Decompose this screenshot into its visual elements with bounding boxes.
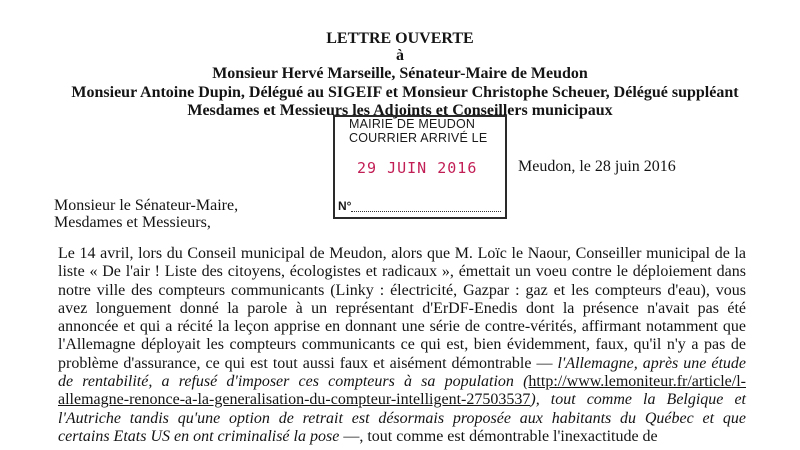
letter-title: LETTRE OUVERTE — [326, 30, 474, 47]
stamp-header — [349, 117, 499, 145]
salutation-line-1: Monsieur le Sénateur-Maire, — [54, 197, 239, 214]
body-italic-segment: de rentabilité, a refusé d'imposer ces compteurs à sa population ( — [58, 373, 529, 391]
recipient-line-delegates: Monsieur Antoine Dupin, Délégué au SIGEIF et Monsieur Christophe Scheuer, Délégué suppléant — [71, 84, 739, 101]
recipient-preposition: à — [396, 47, 404, 64]
body-line: avez longuement donné la parole à un représentant d'ErDF-Enedis dont la présence n'avait pas été — [58, 299, 746, 317]
article-link-continued[interactable]: allemagne-renonce-a-la-generalisation-du-compteur-intelligent-27503537 — [58, 391, 531, 409]
body-italic-segment: certains Etats US en ont criminalisé la pose — [58, 427, 340, 445]
body-line — [58, 428, 746, 446]
body-italic-segment: l'Allemagne, après une étude — [557, 354, 747, 372]
salutation-line-2: Mesdames et Messieurs, — [54, 214, 211, 231]
article-link[interactable]: http://www.lemoniteur.fr/article/l- — [528, 373, 746, 391]
body-text-segment: problème d'assurance, ce qui est tout aussi faux et aisément démontrable — — [58, 354, 558, 372]
body-line: annoncée et qui a récité la leçon apprise en donnant une série de contre-vérités, affirmant notamment que — [58, 318, 746, 336]
recipient-line-councillors: Mesdames et Messieurs les Adjoints et Conseillers municipaux — [187, 102, 613, 119]
body-line: l'Allemagne déployait les compteurs communicants ce qui est, bien évidemment, faux, qu'il n'y a pas de — [58, 336, 746, 354]
stamp-date: 29 JUIN 2016 — [357, 159, 478, 177]
body-text-segment: —, tout comme est démontrable l'inexactitude de — [339, 427, 658, 445]
body-line — [58, 355, 746, 373]
reception-stamp — [333, 115, 507, 219]
body-line: l'Autriche tandis qu'une option de retrait est désormais proposée aux habitants du Québec et que — [58, 409, 746, 427]
body-line: liste « De l'air ! Liste des citoyens, écologistes et radicaux », émettait un voeu contre le déploiement dans — [58, 263, 746, 281]
stamp-line-1: MAIRIE DE MEUDON — [349, 117, 476, 131]
stamp-number-label: N° — [338, 199, 352, 213]
place-date: Meudon, le 28 juin 2016 — [518, 158, 676, 175]
letter-body — [58, 245, 746, 446]
stamp-line-2: COURRIER ARRIVÉ LE — [349, 131, 488, 145]
body-italic-segment: ), tout comme la Belgique et — [530, 391, 746, 409]
body-line: Le 14 avril, lors du Conseil municipal de Meudon, alors que M. Loïc le Naour, Conseiller municipal de la — [58, 245, 746, 262]
stamp-number-line — [351, 211, 501, 212]
recipient-line-mayor: Monsieur Hervé Marseille, Sénateur-Maire de Meudon — [212, 65, 588, 82]
body-line: notre ville des compteurs communicants (Linky : électricité, Gazpar : gaz et les compteurs d'eau), vous — [58, 281, 746, 299]
body-line — [58, 391, 746, 409]
body-line — [58, 373, 746, 391]
